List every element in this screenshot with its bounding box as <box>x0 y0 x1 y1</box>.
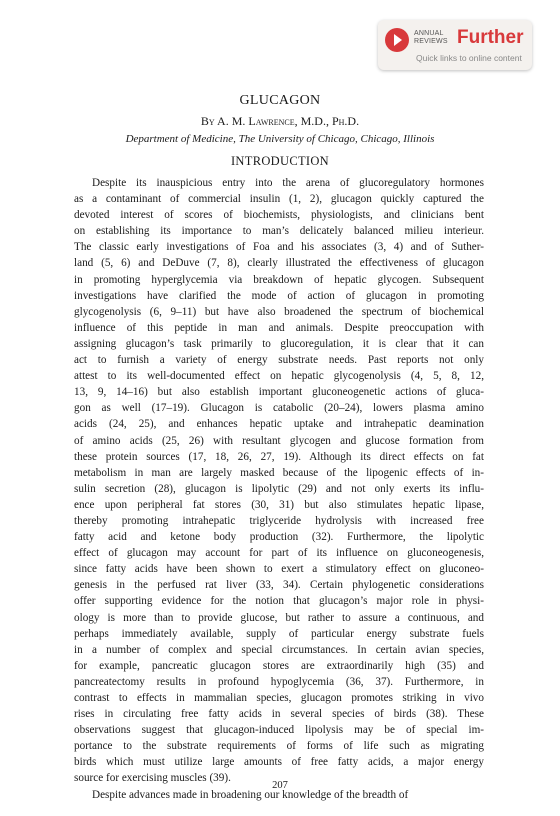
body-line: rises in circulating free fatty acids in several species of birds (38). These <box>74 708 484 721</box>
play-icon <box>385 28 409 52</box>
body-line: in promoting hyperglycemia via breakdown of hepatic glycogen. Subsequent <box>74 273 484 286</box>
article-title: GLUCAGON <box>239 93 321 108</box>
body-line: land (5, 6) and DeDuve (7, 8), clearly illustrated the effectiveness of glucagon <box>74 257 484 270</box>
body-line: ence upon peripheral fat stores (30, 31) but also stimulates hepatic lipase, <box>74 498 484 511</box>
body-line: investigations have clarified the mode of action of glucagon in promoting <box>74 289 484 302</box>
body-line: of amino acids (25, 26) with resultant glycogen and glucose formation from <box>74 434 484 447</box>
further-banner[interactable] <box>378 20 532 70</box>
body-line: as a contaminant of commercial insulin (1, 2), glucagon quickly captured the <box>74 193 484 206</box>
body-line: devoted interest of scores of biochemists, physiologists, and clinicians bent <box>74 209 484 222</box>
body-line: in a number of complex and special circumstances. In certain avian species, <box>74 643 484 656</box>
body-line: influence of this peptide in man and animals. Despite preoccupation with <box>74 321 484 334</box>
body-line: assigning glucagon’s task primarily to glucoregulation, it is clear that it can <box>74 337 484 350</box>
body-line: contrast to effects in mammalian species, glucagon promotes striking in vivo <box>74 692 484 704</box>
section-heading: INTRODUCTION <box>230 154 330 168</box>
body-line: The classic early investigations of Foa and his associates (3, 4) and of Suther- <box>74 241 484 254</box>
body-line: source for exercising muscles (39). <box>74 772 231 785</box>
body-line: offer supporting evidence for the notion that glucagon’s major role in physi- <box>74 595 484 608</box>
body-line: ology is more than to provide glucose, but rather to assure a continuous, and <box>74 611 484 624</box>
body-line: gon as well (17–19). Glucagon is catabolic (20–24), lowers plasma amino <box>74 402 484 415</box>
body-line: genesis in the perfused rat liver (33, 34). Certain phylogenetic considerations <box>74 579 484 592</box>
quick-links-text: Quick links to online content <box>416 53 522 63</box>
body-line: for example, pancreatic glucagon stores are extraordinarily high (35) and <box>74 659 484 672</box>
body-line: glycogenolysis (6, 9–11) but have also broadened the spectrum of biochemical <box>74 305 484 318</box>
body-line: attest to its well-documented effect on hepatic glycogenolysis (4, 5, 8, 12, <box>74 370 484 383</box>
body-line: birds which must utilize large amounts of free fatty acids, a major energy <box>74 756 484 769</box>
body-line: perhaps immediately available, supply of particular energy substrate fuels <box>74 627 484 640</box>
page-number: 207 <box>272 780 288 791</box>
body-line: acids (24, 25), and enhances hepatic uptake and intrahepatic deamination <box>74 418 484 431</box>
body-line: fatty acid and ketone body production (32). Furthermore, the lipolytic <box>74 531 484 544</box>
body-line: on establishing its importance to man’s delicately balanced milieu interieur. <box>74 225 484 238</box>
body-line: pancreatectomy results in profound hypoglycemia (36, 37). Furthermore, in <box>74 675 484 688</box>
body-line: sulin secretion (28), glucagon is lipolytic (29) and not only exerts its influ- <box>74 482 484 495</box>
body-line: effect of glucagon may account for part of its influence on gluconeogenesis, <box>74 547 484 560</box>
body-line: thereby promoting intrahepatic triglyceride hydrolysis with increased free <box>74 514 484 527</box>
body-text <box>74 175 484 803</box>
body-line: since fatty acids have been shown to exert a stimulatory effect on gluconeo- <box>74 563 484 576</box>
body-line: metabolism in man are largely masked because of the lipogenic effects of in- <box>74 466 484 479</box>
body-line: portance to the substrate requirements of forms of life such as migrating <box>74 740 484 753</box>
further-label: Further <box>457 27 524 48</box>
body-line: Despite its inauspicious entry into the arena of glucoregulatory hormones <box>92 177 484 189</box>
body-line: 13, 9, 14–16) but also establish important gluconeogenetic actions of gluca- <box>74 386 484 399</box>
body-line: these protein sources (17, 18, 26, 27, 19). Although its direct effects on fat <box>74 450 484 463</box>
author-affiliation: Department of Medicine, The University of Chicago, Chicago, Illinois <box>125 133 435 145</box>
author-byline: By A. M. Lawrence, M.D., Ph.D. <box>200 114 360 128</box>
body-line: observations suggest that glucagon-induced lipolysis may be of special im- <box>74 724 484 737</box>
body-line: Despite advances made in broadening our knowledge of the breadth of <box>92 788 409 801</box>
body-line: act to furnish a variety of energy substrate needs. Past reports not only <box>74 354 484 367</box>
annual-reviews-label: ANNUAL REVIEWS <box>414 30 448 45</box>
